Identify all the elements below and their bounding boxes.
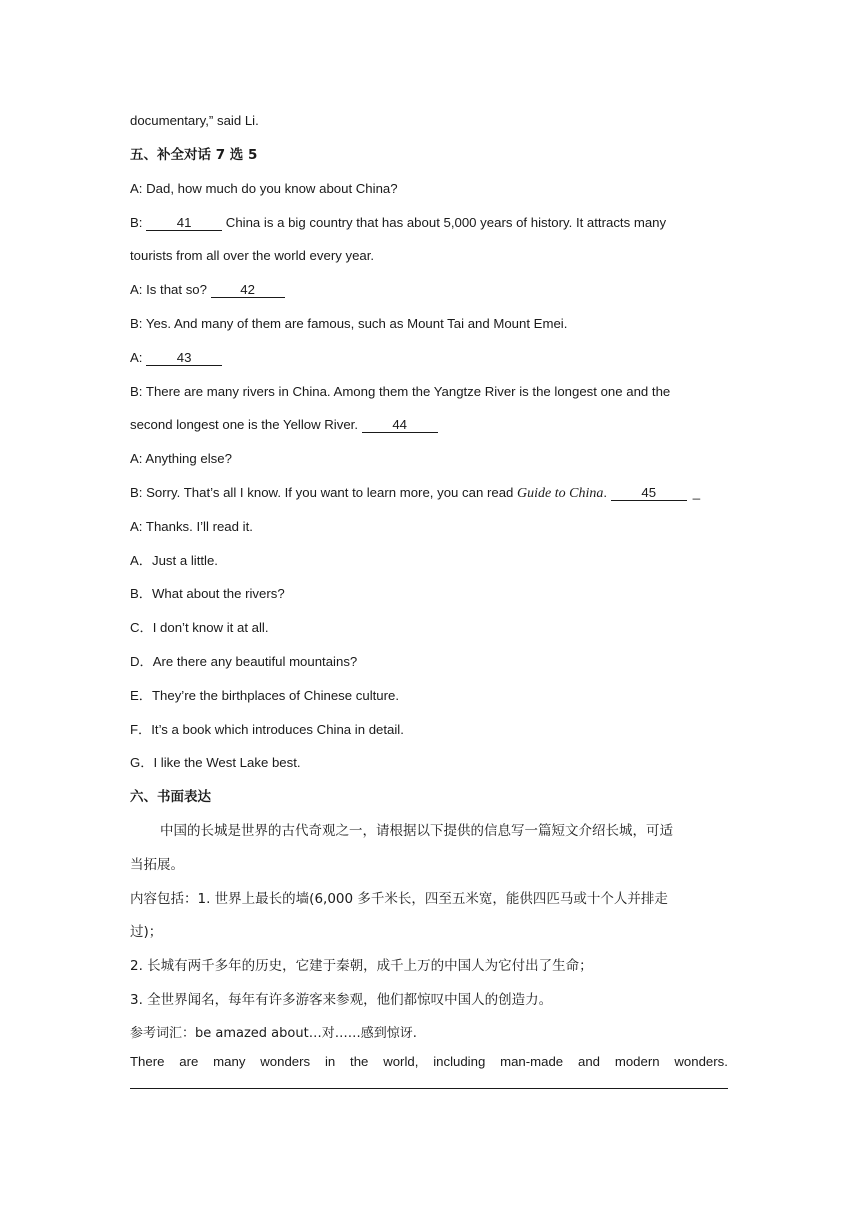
content-line-3: 2. 长城有两千多年的历史，它建于秦朝，成千上万的中国人为它付出了生命； bbox=[130, 958, 593, 974]
option-g: G．I like the West Lake best. bbox=[130, 755, 301, 770]
dialogue-line-9: A: Anything else? bbox=[130, 451, 232, 466]
writing-prompt-line-1: 中国的长城是世界的古代奇观之一，请根据以下提供的信息写一篇短文介绍长城，可适 bbox=[160, 823, 673, 839]
blank-43[interactable]: 43 bbox=[146, 350, 222, 366]
dialogue-line-7: B: There are many rivers in China. Among them the Yangtze River is the longest one and the bbox=[130, 384, 671, 399]
option-b: B．What about the rivers? bbox=[130, 586, 285, 601]
dialogue-line-4-text: A: Is that so? bbox=[130, 282, 211, 297]
dialogue-line-11: A: Thanks. I’ll read it. bbox=[130, 519, 253, 534]
content-line-1: 内容包括：1. 世界上最长的墙(6,000 多千米长，四至五米宽，能供四匹马或十个人并排走 bbox=[130, 891, 668, 907]
option-a: A．Just a little. bbox=[130, 553, 218, 568]
start-word: are bbox=[179, 1054, 199, 1069]
writing-start-sentence bbox=[130, 1053, 728, 1071]
period: . bbox=[603, 485, 611, 500]
start-word: wonders bbox=[260, 1054, 311, 1069]
content-line-4: 3. 全世界闻名，每年有许多游客来参观，他们都惊叹中国人的创造力。 bbox=[130, 992, 553, 1008]
dialogue-line-3: tourists from all over the world every year. bbox=[130, 248, 375, 263]
option-d: D．Are there any beautiful mountains? bbox=[130, 654, 358, 669]
content-line-2: 过)； bbox=[130, 924, 163, 940]
dialogue-line-10 bbox=[130, 484, 700, 503]
writing-answer-line[interactable] bbox=[130, 1088, 728, 1089]
dialogue-line-1: A: Dad, how much do you know about China? bbox=[130, 181, 398, 196]
start-word: and bbox=[577, 1054, 600, 1069]
section5-title: 五、补全对话 7 选 5 bbox=[130, 147, 258, 163]
dialogue-line-10-text: B: Sorry. That’s all I know. If you want to learn more, you can read bbox=[130, 485, 518, 500]
writing-prompt-line-2: 当拓展。 bbox=[130, 857, 184, 873]
start-word: the bbox=[350, 1054, 369, 1069]
dialogue-line-8-text: second longest one is the Yellow River. bbox=[130, 417, 362, 432]
start-word: There bbox=[130, 1054, 165, 1069]
start-word: including bbox=[433, 1054, 486, 1069]
dialogue-line-5: B: Yes. And many of them are famous, such as Mount Tai and Mount Emei. bbox=[130, 316, 568, 331]
vocab-hint: 参考词汇：be amazed about…对……感到惊讶. bbox=[130, 1026, 417, 1041]
start-word: modern bbox=[614, 1054, 660, 1069]
start-word: many bbox=[213, 1054, 246, 1069]
start-word: wonders. bbox=[674, 1054, 728, 1069]
intro-end-text: documentary,” said Li. bbox=[130, 113, 259, 128]
dialogue-line-2-text: China is a big country that has about 5,000 years of history. It attracts many bbox=[222, 215, 667, 230]
speaker-a: A: bbox=[130, 350, 147, 365]
dialogue-line-4 bbox=[130, 281, 285, 299]
trailing-underscore: _ bbox=[692, 485, 701, 500]
dialogue-line-2 bbox=[130, 214, 666, 232]
section6-title: 六、书面表达 bbox=[130, 789, 211, 805]
blank-44[interactable]: 44 bbox=[362, 417, 438, 433]
start-word: in bbox=[324, 1054, 336, 1069]
blank-45[interactable]: 45 bbox=[611, 485, 687, 501]
blank-41[interactable]: 41 bbox=[146, 215, 222, 231]
start-word: world, bbox=[383, 1054, 419, 1069]
dialogue-line-8 bbox=[130, 416, 438, 434]
blank-42[interactable]: 42 bbox=[211, 282, 285, 298]
option-e: E．They’re the birthplaces of Chinese culture. bbox=[130, 688, 400, 703]
speaker-b: B: bbox=[130, 215, 147, 230]
book-title: Guide to China bbox=[517, 486, 604, 501]
option-c: C．I don’t know it at all. bbox=[130, 620, 269, 635]
option-f: F．It’s a book which introduces China in detail. bbox=[130, 722, 404, 737]
dialogue-line-6 bbox=[130, 349, 222, 367]
start-word: man-made bbox=[500, 1054, 564, 1069]
